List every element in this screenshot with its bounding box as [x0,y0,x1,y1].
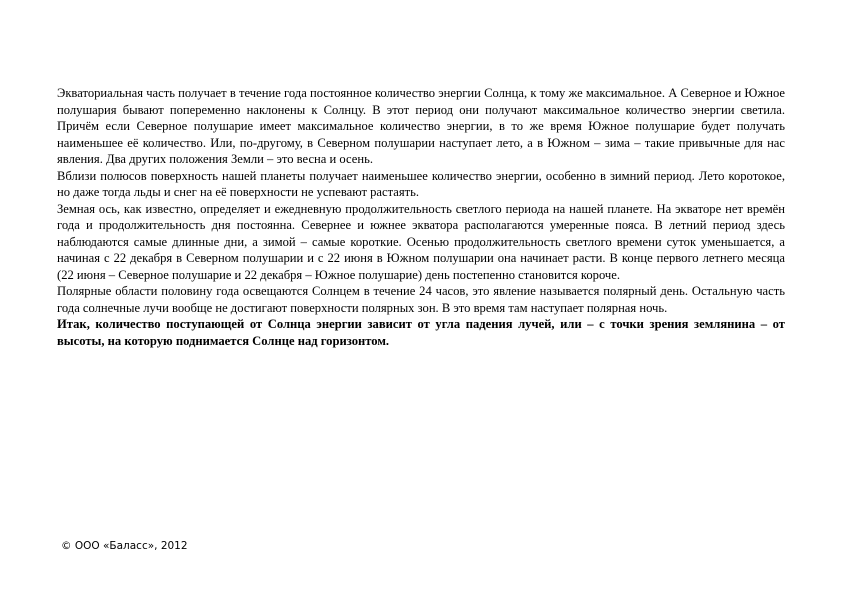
paragraph-equatorial-energy: Экваториальная часть получает в течение года постоянное количество энергии Солнца, к тому же максимальное. А Северное и Южное полушария бывают попеременно наклонены к Солнцу. В этот период они получают максимальное количество энергии светила. Причём если Северное полушарие имеет максимальное количество энергии, в то же время Южное полушарие будет получать наименьшее её количество. Или, по-другому, в Северном полушарии наступает лето, а в Южном – зима – такие привычные для нас явления. Два других положения Земли – это весна и осень. [57,86,785,166]
paragraph-polar-regions: Вблизи полюсов поверхность нашей планеты получает наименьшее количество энергии, особенно в зимний период. Лето коротокое, но даже тогда льды и снег на её поверхности не успевают растаять. [57,168,785,199]
document-body [57,85,785,349]
paragraph-conclusion: Итак, количество поступающей от Солнца энергии зависит от угла падения лучей, или – с точки зрения землянина – от высоты, на которую поднимается Солнце над горизонтом. [57,317,785,348]
paragraph-polar-day-night: Полярные области половину года освещаются Солнцем в течение 24 часов, это явление называется полярный день. Остальную часть года солнечные лучи вообще не достигают поверхности полярных зон. В это время там наступает полярная ночь. [57,284,785,315]
paragraph-day-length: Земная ось, как известно, определяет и ежедневную продолжительность светлого периода на нашей планете. На экваторе нет времён года и продолжительность дня постоянна. Севернее и южнее экватора располагаются умеренные пояса. В летний период здесь наблюдаются самые длинные дни, а зимой – самые короткие. Осенью продолжительность светлого времени суток уменьшается, а начиная с 22 декабря в Северном полушарии и с 22 июня в Южном полушарии она начинает расти. В конце первого летнего месяца (22 июня – Северное полушарие и 22 декабря – Южное полушарие) день постепенно становится короче. [57,201,785,282]
copyright-footer: © ООО «Баласс», 2012 [61,540,188,552]
